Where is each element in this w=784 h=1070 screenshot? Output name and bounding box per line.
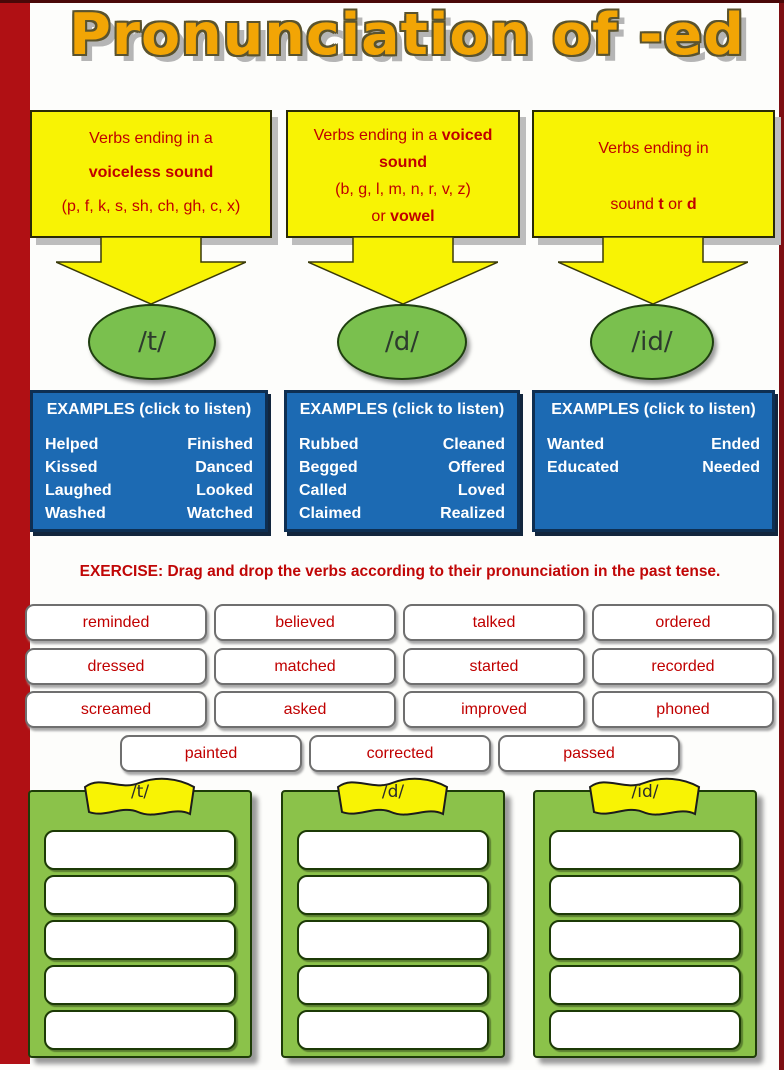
zone-ribbon [79,775,201,823]
example-word-audio[interactable]: Realized [440,505,505,522]
left-red-bar [0,0,30,1064]
rule-text-line: (p, f, k, s, sh, ch, gh, c, x) [61,198,241,215]
example-word-audio[interactable]: Needed [702,459,760,476]
right-red-edge [779,0,784,1070]
draggable-word[interactable]: improved [403,691,585,728]
zone-ribbon [584,775,706,823]
draggable-word[interactable]: painted [120,735,302,772]
example-word-audio[interactable]: Claimed [299,505,362,522]
example-word-audio[interactable]: Looked [196,482,253,499]
examples-header: EXAMPLES (click to listen) [299,401,505,418]
draggable-word[interactable]: believed [214,604,396,641]
draggable-word[interactable]: passed [498,735,680,772]
word-bank-row [25,648,774,685]
example-word-audio[interactable]: Laughed [45,482,112,499]
example-word-audio[interactable]: Loved [457,482,505,499]
example-word-audio[interactable]: Helped [45,436,99,453]
drop-slot[interactable] [297,875,489,915]
drop-slot[interactable] [297,920,489,960]
drop-slot[interactable] [297,1010,489,1050]
drop-slot[interactable] [44,1010,236,1050]
word-bank-row [25,691,774,728]
phoneme-oval-id: /id/ [590,304,714,380]
example-word-audio[interactable]: Danced [195,459,253,476]
draggable-word[interactable]: recorded [592,648,774,685]
draggable-word[interactable]: started [403,648,585,685]
word-bank-row [25,604,774,641]
example-word-audio[interactable]: Watched [186,505,253,522]
word-bank-row [120,735,680,772]
draggable-word[interactable]: ordered [592,604,774,641]
example-word-audio[interactable]: Offered [448,459,505,476]
rule-text-line: sound [379,154,427,171]
slot-list [30,792,250,1050]
drop-slot[interactable] [297,830,489,870]
draggable-word[interactable]: talked [403,604,585,641]
drop-slot[interactable] [549,920,741,960]
zone-label: /d/ [381,782,405,802]
draggable-word[interactable]: screamed [25,691,207,728]
drop-slot[interactable] [44,830,236,870]
slot-list [283,792,503,1050]
exercise-instruction: EXERCISE: Drag and drop the verbs according to their pronunciation in the past tense. [79,563,721,580]
drop-zone-t [28,782,252,1058]
down-arrow-icon [308,237,498,305]
example-word-audio[interactable]: Washed [45,505,106,522]
rule-text-line: voiceless sound [88,164,214,181]
drop-slot[interactable] [44,875,236,915]
example-word-audio[interactable]: Begged [299,459,358,476]
drop-slot[interactable] [297,965,489,1005]
draggable-word[interactable]: corrected [309,735,491,772]
draggable-word[interactable]: dressed [25,648,207,685]
example-word-audio[interactable]: Wanted [547,436,605,453]
examples-header: EXAMPLES (click to listen) [551,401,756,418]
examples-header: EXAMPLES (click to listen) [46,401,252,418]
draggable-word[interactable]: reminded [25,604,207,641]
page-title: Pronunciation of -ed [69,2,745,68]
example-word-audio[interactable]: Rubbed [299,436,359,453]
rule-text-line: or vowel [371,208,435,225]
drop-slot[interactable] [549,875,741,915]
drop-slot[interactable] [549,830,741,870]
rule-text-line: Verbs ending in a voiced [313,127,493,144]
zone-label: /t/ [130,782,150,802]
rule-text-line: sound t or d [610,196,697,213]
rule-box-voiced [286,110,520,238]
draggable-word[interactable]: phoned [592,691,774,728]
slot-list [535,792,755,1050]
rule-text-line: (b, g, l, m, n, r, v, z) [335,181,471,198]
drop-zone-id [533,782,757,1058]
example-word-audio[interactable]: Called [299,482,348,499]
phoneme-oval-d: /d/ [337,304,467,380]
rule-box-t-d [532,110,775,238]
drop-zone-d [281,782,505,1058]
example-word-audio[interactable]: Cleaned [442,436,505,453]
drop-slot[interactable] [44,965,236,1005]
draggable-word[interactable]: matched [214,648,396,685]
phoneme-oval-t: /t/ [88,304,216,380]
rule-text-line: Verbs ending in a [89,130,213,147]
rule-text-line: Verbs ending in [598,140,709,157]
examples-box-id [532,390,775,532]
rule-box-voiceless [30,110,272,238]
drop-slot[interactable] [44,920,236,960]
example-word-audio[interactable]: Finished [187,436,253,453]
examples-box-d [284,390,520,532]
drop-slot[interactable] [549,965,741,1005]
zone-ribbon [332,775,454,823]
example-word-audio[interactable]: Educated [547,459,620,476]
examples-box-t [30,390,268,532]
example-word-audio[interactable]: Kissed [45,459,98,476]
draggable-word[interactable]: asked [214,691,396,728]
drop-slot[interactable] [549,1010,741,1050]
zone-label: /id/ [631,782,659,802]
down-arrow-icon [558,237,748,305]
example-word-audio[interactable]: Ended [711,436,760,453]
down-arrow-icon [56,237,246,305]
